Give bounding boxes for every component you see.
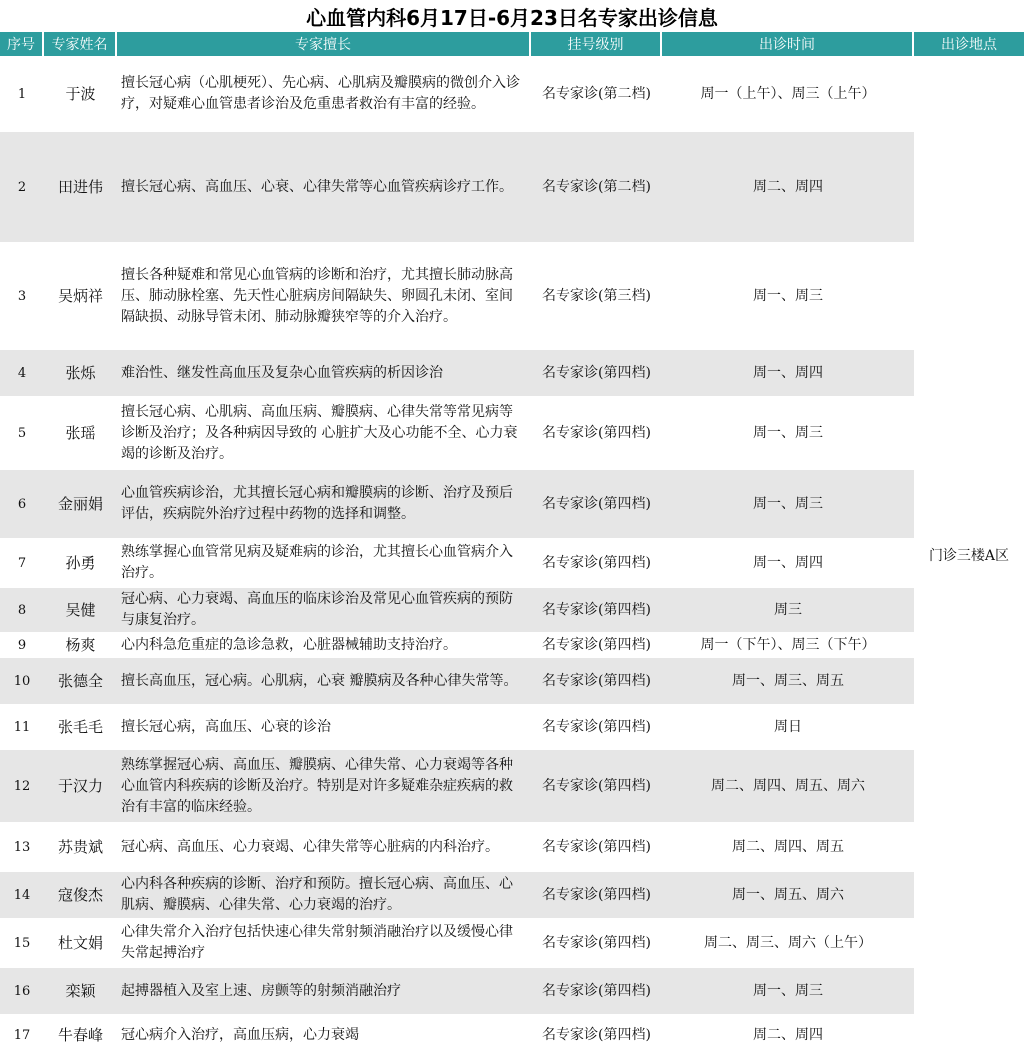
registration-grade: 名专家诊(第四档) xyxy=(531,634,662,658)
expert-specialty: 擅长各种疑难和常见心血管病的诊断和治疗，尤其擅长肺动脉高压、肺动脉栓塞、先天性心脏病房间隔缺失、卵圆孔未闭、室间隔缺损、动脉导管未闭、肺动脉瓣狭窄等的介入治疗。 xyxy=(117,244,531,350)
expert-name: 孙勇 xyxy=(44,540,117,588)
expert-name: 栾颖 xyxy=(44,968,117,1016)
clinic-time: 周日 xyxy=(662,706,914,750)
expert-specialty: 擅长冠心病、心肌病、高血压病、瓣膜病、心律失常等常见病等诊断及治疗；及各种病因导致的 心脏扩大及心功能不全、心力衰竭的诊断及治疗。 xyxy=(117,398,531,470)
registration-grade: 名专家诊(第二档) xyxy=(531,132,662,244)
clinic-time: 周二、周四 xyxy=(662,132,914,244)
expert-name: 张烁 xyxy=(44,350,117,398)
table-row xyxy=(0,872,1024,920)
schedule-table xyxy=(0,32,1024,1056)
row-number: 3 xyxy=(0,244,44,350)
expert-name: 田进伟 xyxy=(44,132,117,244)
clinic-time: 周一、周三 xyxy=(662,968,914,1016)
clinic-time: 周二、周四 xyxy=(662,1016,914,1056)
expert-specialty: 擅长高血压，冠心病。心肌病，心衰 瓣膜病及各种心律失常等。 xyxy=(117,658,531,706)
clinic-time: 周二、周四、周五 xyxy=(662,824,914,872)
table-row xyxy=(0,244,1024,350)
header-name: 专家姓名 xyxy=(44,32,117,58)
page-title: 心血管内科6月17日-6月23日名专家出诊信息 xyxy=(306,6,718,30)
expert-name: 牛春峰 xyxy=(44,1016,117,1056)
row-number: 11 xyxy=(0,706,44,750)
expert-name: 苏贵斌 xyxy=(44,824,117,872)
registration-grade: 名专家诊(第四档) xyxy=(531,658,662,706)
row-number: 17 xyxy=(0,1016,44,1056)
header-row xyxy=(0,32,1024,58)
registration-grade: 名专家诊(第四档) xyxy=(531,968,662,1016)
row-number: 2 xyxy=(0,132,44,244)
table-row xyxy=(0,968,1024,1016)
expert-specialty: 擅长冠心病（心肌梗死）、先心病、心肌病及瓣膜病的微创介入诊疗，对疑难心血管患者诊治及危重患者救治有丰富的经验。 xyxy=(117,58,531,132)
registration-grade: 名专家诊(第四档) xyxy=(531,872,662,920)
row-number: 10 xyxy=(0,658,44,706)
row-number: 15 xyxy=(0,920,44,968)
row-number: 6 xyxy=(0,470,44,540)
expert-specialty: 心律失常介入治疗包括快速心律失常射频消融治疗以及缓慢心律失常起搏治疗 xyxy=(117,920,531,968)
registration-grade: 名专家诊(第四档) xyxy=(531,824,662,872)
clinic-time: 周一、周五、周六 xyxy=(662,872,914,920)
registration-grade: 名专家诊(第四档) xyxy=(531,540,662,588)
registration-grade: 名专家诊(第四档) xyxy=(531,398,662,470)
clinic-time: 周一、周三 xyxy=(662,244,914,350)
expert-specialty: 心内科急危重症的急诊急救，心脏器械辅助支持治疗。 xyxy=(117,634,531,658)
expert-name: 于汉力 xyxy=(44,750,117,824)
expert-specialty: 冠心病介入治疗，高血压病，心力衰竭 xyxy=(117,1016,531,1056)
expert-specialty: 擅长冠心病、高血压、心衰、心律失常等心血管疾病诊疗工作。 xyxy=(117,132,531,244)
row-number: 4 xyxy=(0,350,44,398)
expert-name: 于波 xyxy=(44,58,117,132)
table-row xyxy=(0,750,1024,824)
registration-grade: 名专家诊(第四档) xyxy=(531,920,662,968)
row-number: 7 xyxy=(0,540,44,588)
expert-specialty: 心血管疾病诊治，尤其擅长冠心病和瓣膜病的诊断、治疗及预后评估，疾病院外治疗过程中药物的选择和调整。 xyxy=(117,470,531,540)
registration-grade: 名专家诊(第三档) xyxy=(531,244,662,350)
registration-grade: 名专家诊(第四档) xyxy=(531,350,662,398)
row-number: 12 xyxy=(0,750,44,824)
registration-grade: 名专家诊(第二档) xyxy=(531,58,662,132)
registration-grade: 名专家诊(第四档) xyxy=(531,706,662,750)
clinic-time: 周一、周四 xyxy=(662,540,914,588)
clinic-time: 周二、周四、周五、周六 xyxy=(662,750,914,824)
row-number: 5 xyxy=(0,398,44,470)
expert-name: 张德全 xyxy=(44,658,117,706)
registration-grade: 名专家诊(第四档) xyxy=(531,1016,662,1056)
registration-grade: 名专家诊(第四档) xyxy=(531,588,662,634)
table-row xyxy=(0,920,1024,968)
registration-grade: 名专家诊(第四档) xyxy=(531,470,662,540)
table-row xyxy=(0,706,1024,750)
expert-specialty: 难治性、继发性高血压及复杂心血管疾病的析因诊治 xyxy=(117,350,531,398)
clinic-time: 周一（上午）、周三（上午） xyxy=(662,58,914,132)
expert-specialty: 擅长冠心病，高血压、心衰的诊治 xyxy=(117,706,531,750)
expert-name: 杨爽 xyxy=(44,634,117,658)
clinic-time: 周一、周三 xyxy=(662,470,914,540)
expert-name: 吴炳祥 xyxy=(44,244,117,350)
clinic-time: 周一、周三、周五 xyxy=(662,658,914,706)
expert-specialty: 冠心病、高血压、心力衰竭、心律失常等心脏病的内科治疗。 xyxy=(117,824,531,872)
clinic-time: 周二、周三、周六（上午） xyxy=(662,920,914,968)
registration-grade: 名专家诊(第四档) xyxy=(531,750,662,824)
header-grade: 挂号级别 xyxy=(531,32,662,58)
row-number: 8 xyxy=(0,588,44,634)
expert-name: 张毛毛 xyxy=(44,706,117,750)
header-specialty: 专家擅长 xyxy=(117,32,531,58)
expert-specialty: 心内科各种疾病的诊断、治疗和预防。擅长冠心病、高血压、心肌病、瓣膜病、心律失常、心力衰竭的治疗。 xyxy=(117,872,531,920)
header-location: 出诊地点 xyxy=(914,32,1024,58)
table-row xyxy=(0,1016,1024,1056)
table-row xyxy=(0,824,1024,872)
expert-name: 张瑶 xyxy=(44,398,117,470)
expert-specialty: 冠心病、心力衰竭、高血压的临床诊治及常见心血管疾病的预防与康复治疗。 xyxy=(117,588,531,634)
clinic-time: 周一、周三 xyxy=(662,398,914,470)
expert-specialty: 熟练掌握心血管常见病及疑难病的诊治，尤其擅长心血管病介入治疗。 xyxy=(117,540,531,588)
table-row xyxy=(0,470,1024,540)
expert-name: 杜文娟 xyxy=(44,920,117,968)
clinic-time: 周一、周四 xyxy=(662,350,914,398)
clinic-location: 门诊三楼A区 xyxy=(914,58,1024,1056)
table-row xyxy=(0,540,1024,588)
expert-specialty: 起搏器植入及室上速、房颤等的射频消融治疗 xyxy=(117,968,531,1016)
expert-name: 吴健 xyxy=(44,588,117,634)
row-number: 13 xyxy=(0,824,44,872)
clinic-time: 周一（下午）、周三（下午） xyxy=(662,634,914,658)
table-row xyxy=(0,132,1024,244)
header-time: 出诊时间 xyxy=(662,32,914,58)
row-number: 9 xyxy=(0,634,44,658)
row-number: 14 xyxy=(0,872,44,920)
row-number: 16 xyxy=(0,968,44,1016)
table-row xyxy=(0,350,1024,398)
header-no: 序号 xyxy=(0,32,44,58)
table-row xyxy=(0,588,1024,634)
expert-specialty: 熟练掌握冠心病、高血压、瓣膜病、心律失常、心力衰竭等各种心血管内科疾病的诊断及治疗。特别是对许多疑难杂症疾病的救治有丰富的临床经验。 xyxy=(117,750,531,824)
table-row xyxy=(0,634,1024,658)
table-row xyxy=(0,398,1024,470)
table-row xyxy=(0,658,1024,706)
expert-name: 金丽娟 xyxy=(44,470,117,540)
clinic-time: 周三 xyxy=(662,588,914,634)
row-number: 1 xyxy=(0,58,44,132)
table-row xyxy=(0,58,1024,132)
expert-name: 寇俊杰 xyxy=(44,872,117,920)
